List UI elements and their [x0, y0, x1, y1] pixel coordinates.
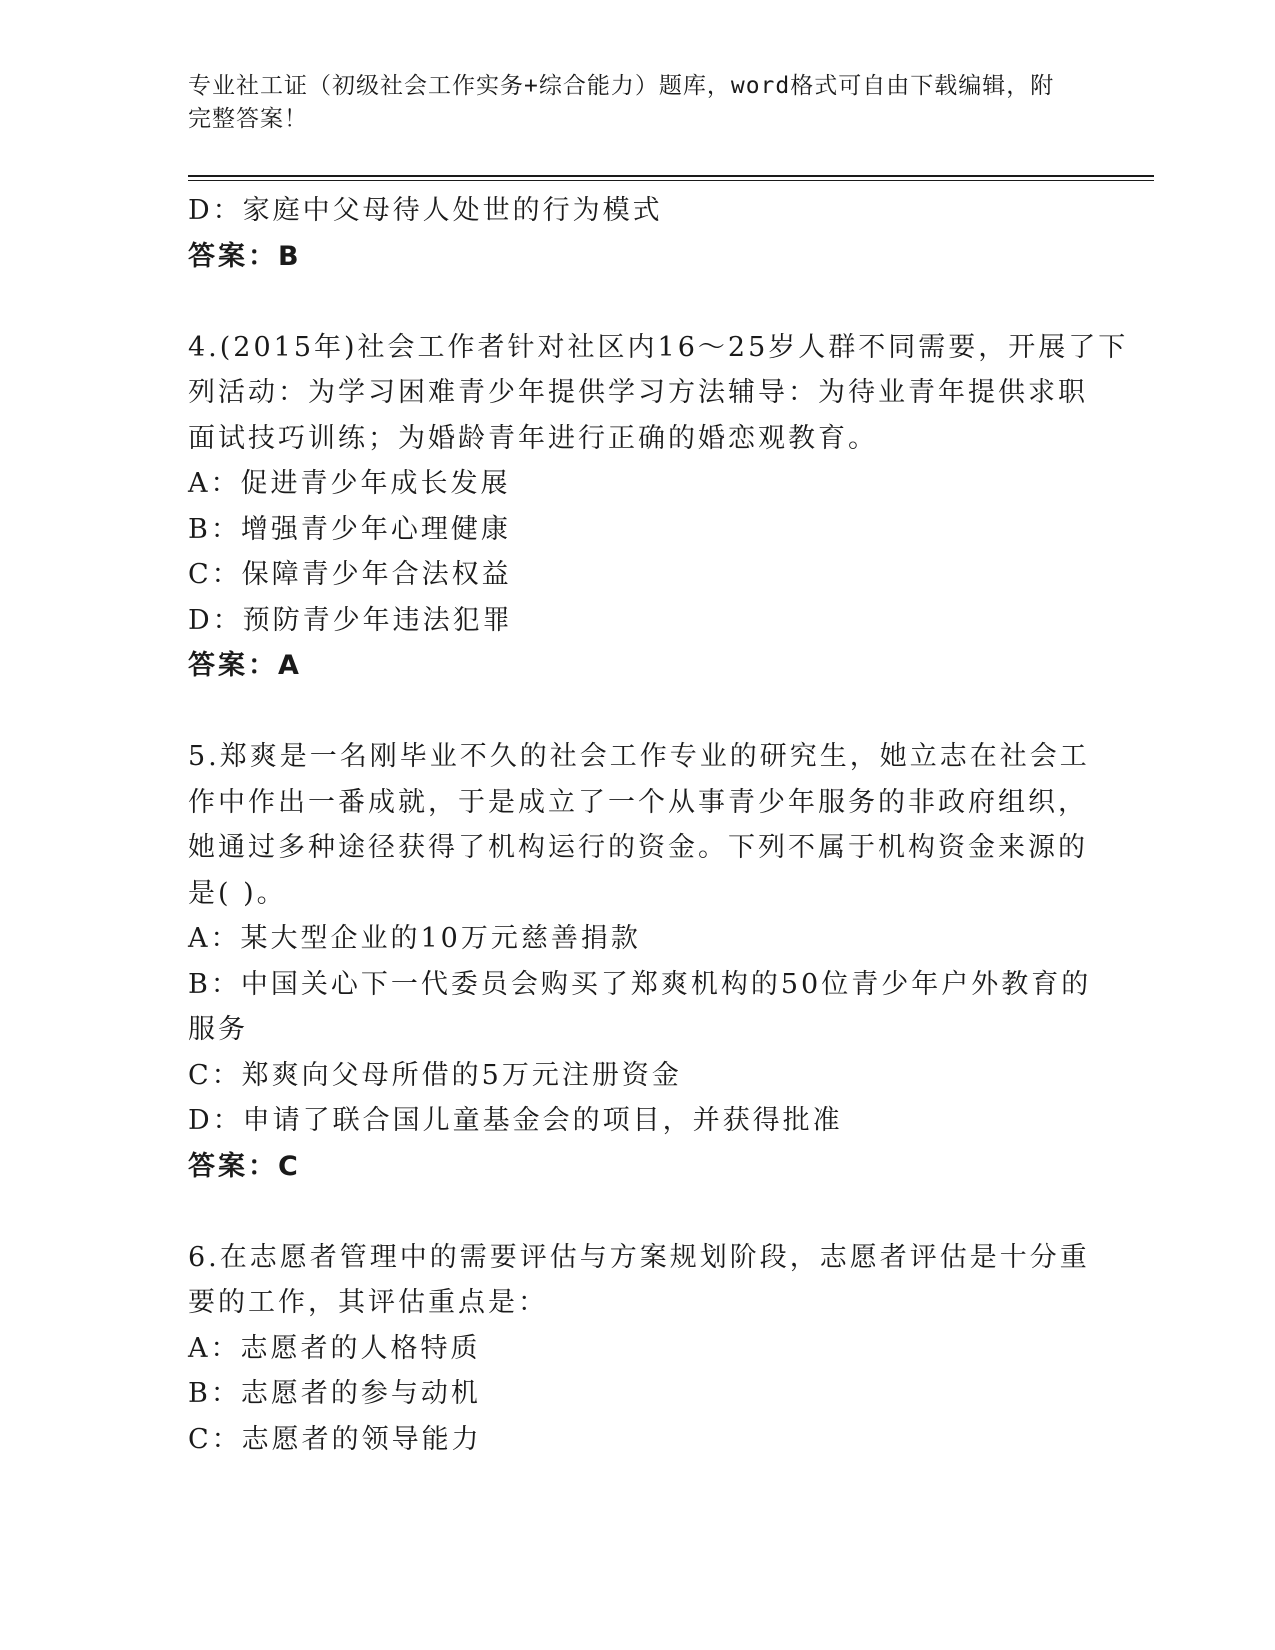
q6-option-c: C：志愿者的领导能力	[188, 1423, 482, 1455]
q4-answer: 答案：A	[188, 650, 302, 681]
q6-option-b: B：志愿者的参与动机	[188, 1378, 481, 1409]
q6-option-a: A：志愿者的人格特质	[188, 1332, 481, 1364]
q4-option-b: B：增强青少年心理健康	[188, 513, 511, 545]
q4-option-a: A：促进青少年成长发展	[188, 468, 511, 499]
spacer	[188, 689, 1088, 735]
q4-stem-line-1: 4.(2015年)社会工作者针对社区内16～25岁人群不同需要，开展了下	[188, 331, 1129, 363]
q5-option-c: C：郑爽向父母所借的5万元注册资金	[188, 1059, 682, 1091]
q4-stem-line-2: 列活动：为学习困难青少年提供学习方法辅导：为待业青年提供求职	[188, 377, 1088, 408]
q5-option-a: A：某大型企业的10万元慈善捐款	[188, 923, 641, 954]
question-list	[188, 188, 1129, 1462]
q4-option-d: D：预防青少年违法犯罪	[188, 604, 513, 636]
q5-option-d: D：申请了联合国儿童基金会的项目，并获得批准	[188, 1105, 843, 1136]
spacer	[188, 1189, 1088, 1235]
q5-option-b-line-1: B：中国关心下一代委员会购买了郑爽机构的50位青少年户外教育的	[188, 968, 1092, 1000]
q5-stem-line-1: 5.郑爽是一名刚毕业不久的社会工作专业的研究生，她立志在社会工	[188, 741, 1090, 772]
question-3	[188, 188, 1088, 279]
page-header	[188, 70, 1088, 136]
q5-stem-line-3: 她通过多种途径获得了机构运行的资金。下列不属于机构资金来源的	[188, 832, 1088, 863]
q3-option-d: D：家庭中父母待人处世的行为模式	[188, 195, 663, 226]
header-title-line-2: 完整答案！	[188, 106, 308, 132]
q5-answer: 答案：C	[188, 1150, 301, 1182]
q6-stem-line-1: 6.在志愿者管理中的需要评估与方案规划阶段，志愿者评估是十分重	[188, 1241, 1090, 1273]
header-divider-thin	[188, 180, 1154, 181]
q3-answer: 答案：B	[188, 240, 302, 272]
question-6	[188, 1235, 1088, 1463]
header-title-line-1: 专业社工证（初级社会工作实务+综合能力）题库，word格式可自由下载编辑，附	[188, 73, 1055, 99]
spacer	[188, 279, 1088, 325]
header-divider-thick	[188, 175, 1154, 177]
q5-option-b-line-2: 服务	[188, 1014, 248, 1045]
question-5	[188, 734, 1092, 1189]
q5-stem-line-4: 是( )。	[188, 877, 287, 909]
q4-option-c: C：保障青少年合法权益	[188, 559, 512, 590]
q5-stem-line-2: 作中作出一番成就，于是成立了一个从事青少年服务的非政府组织，	[188, 786, 1088, 818]
q4-stem-line-3: 面试技巧训练；为婚龄青年进行正确的婚恋观教育。	[188, 422, 878, 454]
question-4	[188, 325, 1129, 689]
q6-stem-line-2: 要的工作，其评估重点是：	[188, 1287, 548, 1318]
